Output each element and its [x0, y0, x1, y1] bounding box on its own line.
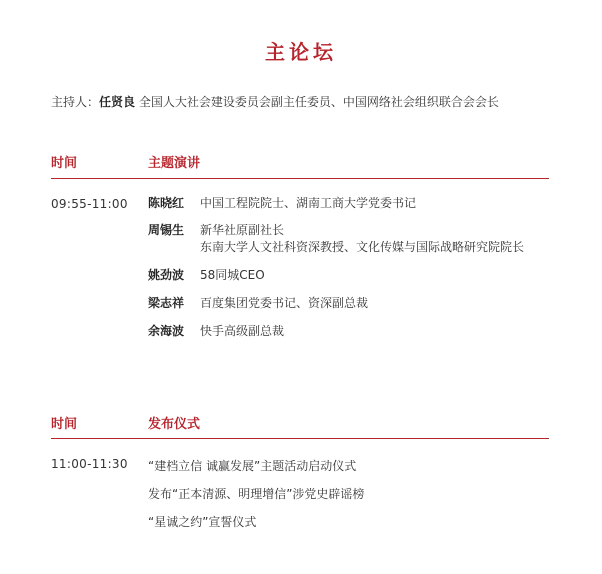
speaker-roles [200, 222, 524, 256]
session-time: 09:55-11:00 [51, 197, 128, 211]
section-divider [51, 438, 549, 439]
host-label: 主持人： [51, 95, 100, 109]
speaker-row [148, 323, 284, 340]
host-line [51, 93, 499, 110]
speaker-roles [200, 267, 265, 284]
page-title: 主论坛 [265, 40, 337, 64]
speaker-name: 余海波 [148, 324, 185, 338]
column-header-time: 时间 [51, 156, 78, 171]
section-divider [51, 178, 549, 179]
host-name: 任贤良 [99, 95, 136, 109]
speaker-role: 58同城CEO [200, 268, 265, 282]
ceremony-item: 发布“正本清源、明理增信”涉党史辟谣榜 [148, 487, 365, 501]
speaker-name: 周锡生 [148, 223, 185, 237]
speaker-name: 陈晓红 [148, 196, 185, 210]
speaker-roles [200, 195, 416, 212]
section-header-ceremony [51, 413, 549, 433]
ceremony-item: “建档立信 诚赢发展”主题活动启动仪式 [148, 459, 357, 473]
column-header-time: 时间 [51, 417, 78, 432]
speaker-name: 姚劲波 [148, 268, 185, 282]
speaker-role: 百度集团党委书记、资深副总裁 [200, 296, 369, 310]
speaker-row [148, 295, 368, 312]
host-title: 全国人大社会建设委员会副主任委员、中国网络社会组织联合会会长 [138, 95, 499, 109]
speaker-roles [200, 323, 284, 340]
section-header-keynote [51, 152, 549, 172]
column-header-topic: 主题演讲 [148, 156, 201, 171]
speaker-row [148, 195, 416, 212]
speaker-name: 梁志祥 [148, 296, 185, 310]
speaker-role: 新华社原副社长 [200, 223, 285, 237]
speaker-row [148, 267, 265, 284]
speaker-role: 中国工程院院士、湖南工商大学党委书记 [200, 196, 417, 210]
ceremony-item: “星诚之约”宣誓仪式 [148, 515, 257, 529]
speaker-row [148, 222, 524, 256]
speaker-role: 东南大学人文社科资深教授、文化传媒与国际战略研究院院长 [200, 240, 525, 254]
session-time: 11:00-11:30 [51, 457, 128, 471]
column-header-topic: 发布仪式 [148, 417, 201, 432]
speaker-role: 快手高级副总裁 [200, 324, 285, 338]
speaker-roles [200, 295, 368, 312]
